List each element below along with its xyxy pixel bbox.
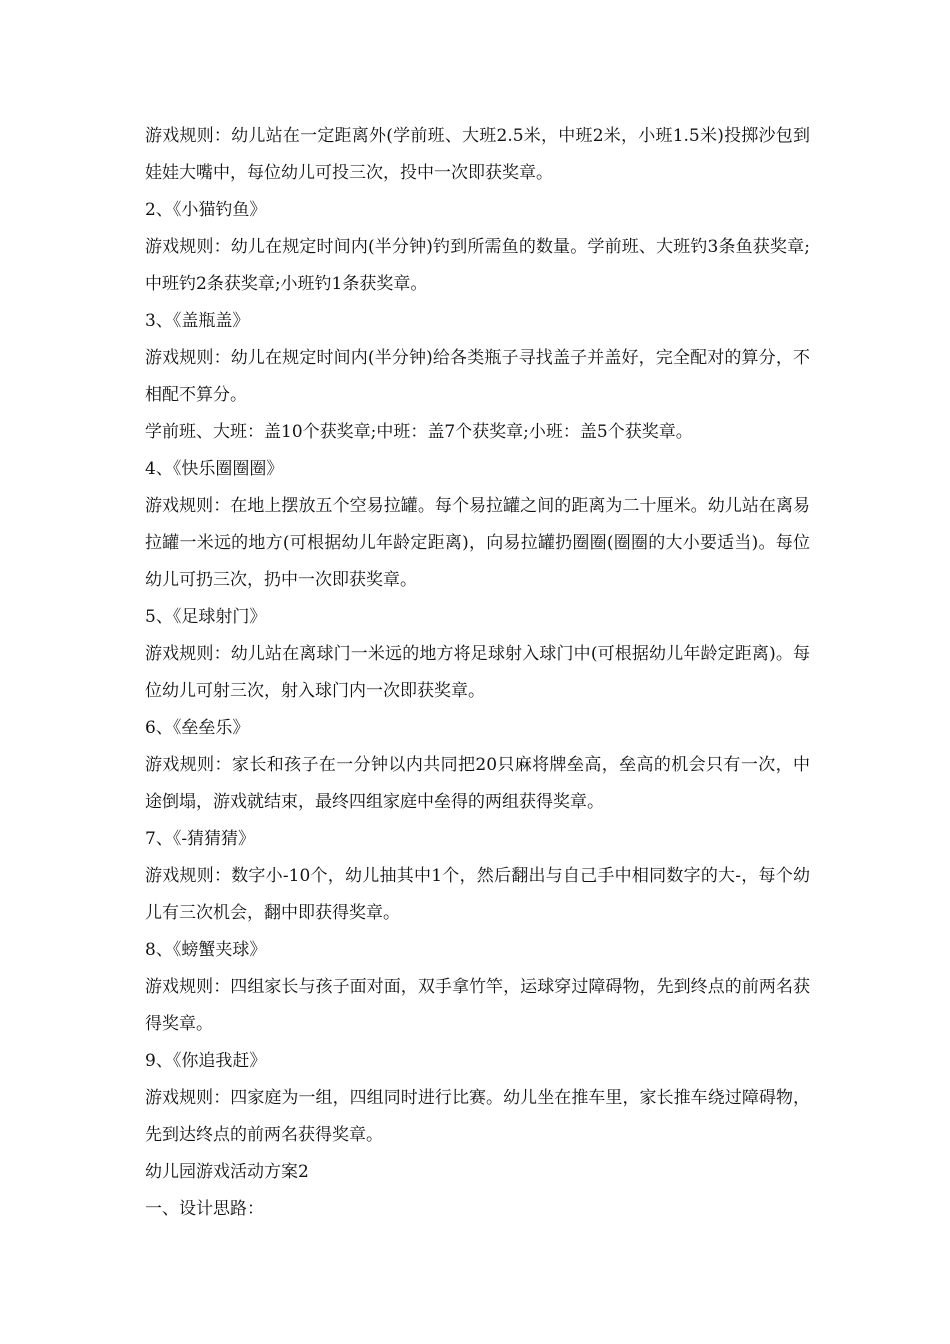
- heading-game-5: 5、《足球射门》: [145, 607, 267, 627]
- section-title-plan-2: 幼儿园游戏活动方案2: [145, 1162, 309, 1182]
- document-body: [145, 118, 810, 1228]
- paragraph-rules-crab-ball: 游戏规则：四组家长与孩子面对面，双手拿竹竿，运球穿过障碍物，先到终点的前两名获得奖章。: [145, 977, 810, 1034]
- paragraph-rules-bottle-caps: 游戏规则：幼儿在规定时间内(半分钟)给各类瓶子寻找盖子并盖好，完全配对的算分，不相配不算分。: [145, 348, 810, 405]
- paragraph-rules-guessing: 游戏规则：数字小-10个，幼儿抽其中1个，然后翻出与自己手中相同数字的大-，每个幼儿有三次机会，翻中即获得奖章。: [145, 866, 810, 923]
- paragraph-rules-ring-toss: 游戏规则：在地上摆放五个空易拉罐。每个易拉罐之间的距离为二十厘米。幼儿站在离易拉罐一米远的地方(可根据幼儿年龄定距离)，向易拉罐扔圈圈(圈圈的大小要适当)。每位幼儿可扔三次，扔中一次即获奖章。: [145, 496, 810, 590]
- paragraph-bottle-caps-scoring: 学前班、大班：盖10个获奖章;中班：盖7个获奖章;小班：盖5个获奖章。: [145, 422, 693, 442]
- heading-game-6: 6、《垒垒乐》: [145, 718, 250, 738]
- heading-game-7: 7、《-猜猜猜》: [145, 829, 256, 849]
- heading-game-3: 3、《盖瓶盖》: [145, 311, 250, 331]
- paragraph-rules-stacking: 游戏规则：家长和孩子在一分钟以内共同把20只麻将牌垒高，垒高的机会只有一次，中途倒塌，游戏就结束，最终四组家庭中垒得的两组获得奖章。: [145, 755, 810, 812]
- paragraph-rules-football: 游戏规则：幼儿站在离球门一米远的地方将足球射入球门中(可根据幼儿年龄定距离)。每位幼儿可射三次，射入球门内一次即获奖章。: [145, 644, 810, 701]
- heading-game-8: 8、《螃蟹夹球》: [145, 940, 267, 960]
- paragraph-rules-chase: 游戏规则：四家庭为一组，四组同时进行比赛。幼儿坐在推车里，家长推车绕过障碍物，先到达终点的前两名获得奖章。: [145, 1088, 810, 1145]
- paragraph-rules-fishing: 游戏规则：幼儿在规定时间内(半分钟)钓到所需鱼的数量。学前班、大班钓3条鱼获奖章;中班钓2条获奖章;小班钓1条获奖章。: [145, 237, 810, 294]
- heading-game-4: 4、《快乐圈圈圈》: [145, 459, 284, 479]
- heading-game-9: 9、《你追我赶》: [145, 1051, 267, 1071]
- paragraph-rules-sandbag: 游戏规则：幼儿站在一定距离外(学前班、大班2.5米，中班2米，小班1.5米)投掷沙包到娃娃大嘴中，每位幼儿可投三次，投中一次即获奖章。: [145, 126, 810, 183]
- heading-game-2: 2、《小猫钓鱼》: [145, 200, 267, 220]
- section-heading-design-ideas: 一、设计思路：: [145, 1199, 264, 1219]
